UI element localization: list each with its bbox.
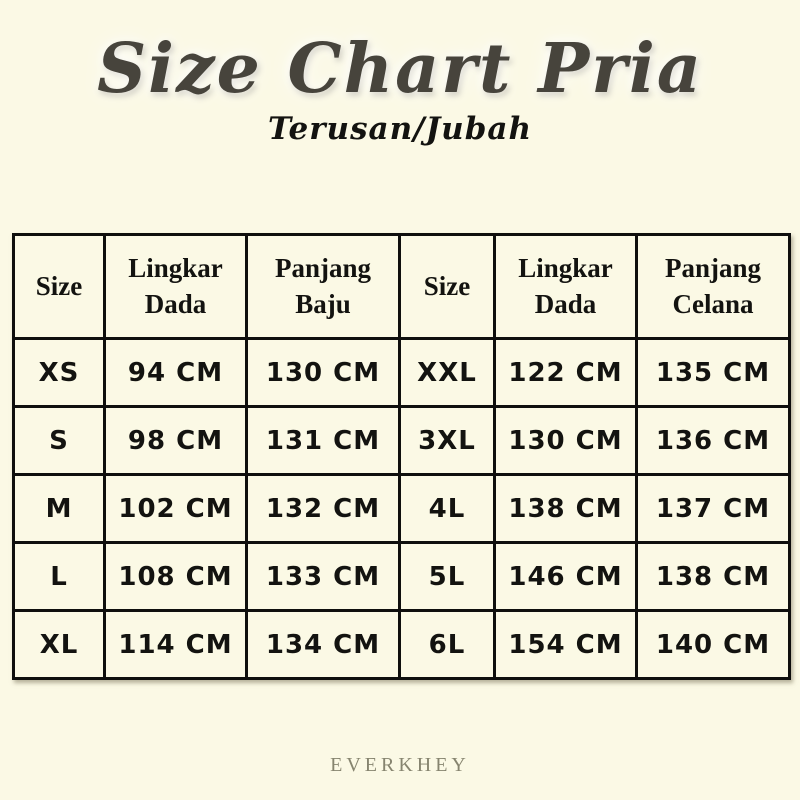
table-cell: 154 CM: [495, 611, 637, 679]
table-cell: 133 CM: [247, 543, 400, 611]
header-cell-size-right: Size: [400, 235, 495, 339]
table-row-m-4l: [14, 475, 790, 543]
table-cell: 4L: [400, 475, 495, 543]
brand-name: EVERKHEY: [330, 754, 470, 776]
footer-block: [0, 754, 800, 777]
table-cell: M: [14, 475, 105, 543]
table-cell: 138 CM: [495, 475, 637, 543]
table-cell: 108 CM: [105, 543, 247, 611]
table-cell: 146 CM: [495, 543, 637, 611]
table-cell: 114 CM: [105, 611, 247, 679]
table-cell: 135 CM: [637, 339, 790, 407]
table-cell: 136 CM: [637, 407, 790, 475]
table-cell: 134 CM: [247, 611, 400, 679]
table-row-xs-xxl: [14, 339, 790, 407]
header-cell-panjang-celana: Panjang Celana: [637, 235, 790, 339]
table-row-l-5l: [14, 543, 790, 611]
table-cell: 6L: [400, 611, 495, 679]
table-cell: 137 CM: [637, 475, 790, 543]
header-cell-lingkar-dada-left: Lingkar Dada: [105, 235, 247, 339]
table-cell: 131 CM: [247, 407, 400, 475]
table-row-xl-6l: [14, 611, 790, 679]
table-cell: 98 CM: [105, 407, 247, 475]
header-cell-size-left: Size: [14, 235, 105, 339]
table-cell: 130 CM: [495, 407, 637, 475]
table-cell: XL: [14, 611, 105, 679]
table-row-s-3xl: [14, 407, 790, 475]
table-cell: L: [14, 543, 105, 611]
table-cell: 132 CM: [247, 475, 400, 543]
table-cell: 122 CM: [495, 339, 637, 407]
table-cell: XXL: [400, 339, 495, 407]
table-cell: S: [14, 407, 105, 475]
page-title: Size Chart Pria: [97, 29, 703, 109]
table-cell: 102 CM: [105, 475, 247, 543]
table-cell: XS: [14, 339, 105, 407]
header-block: [0, 29, 800, 148]
page-subtitle: Terusan/Jubah: [267, 111, 532, 148]
table-cell: 130 CM: [247, 339, 400, 407]
table-header-row: [14, 235, 790, 339]
header-cell-lingkar-dada-right: Lingkar Dada: [495, 235, 637, 339]
table-cell: 140 CM: [637, 611, 790, 679]
table-cell: 3XL: [400, 407, 495, 475]
table-cell: 138 CM: [637, 543, 790, 611]
header-cell-panjang-baju: Panjang Baju: [247, 235, 400, 339]
size-chart-table: [12, 233, 791, 680]
table-cell: 5L: [400, 543, 495, 611]
table-cell: 94 CM: [105, 339, 247, 407]
